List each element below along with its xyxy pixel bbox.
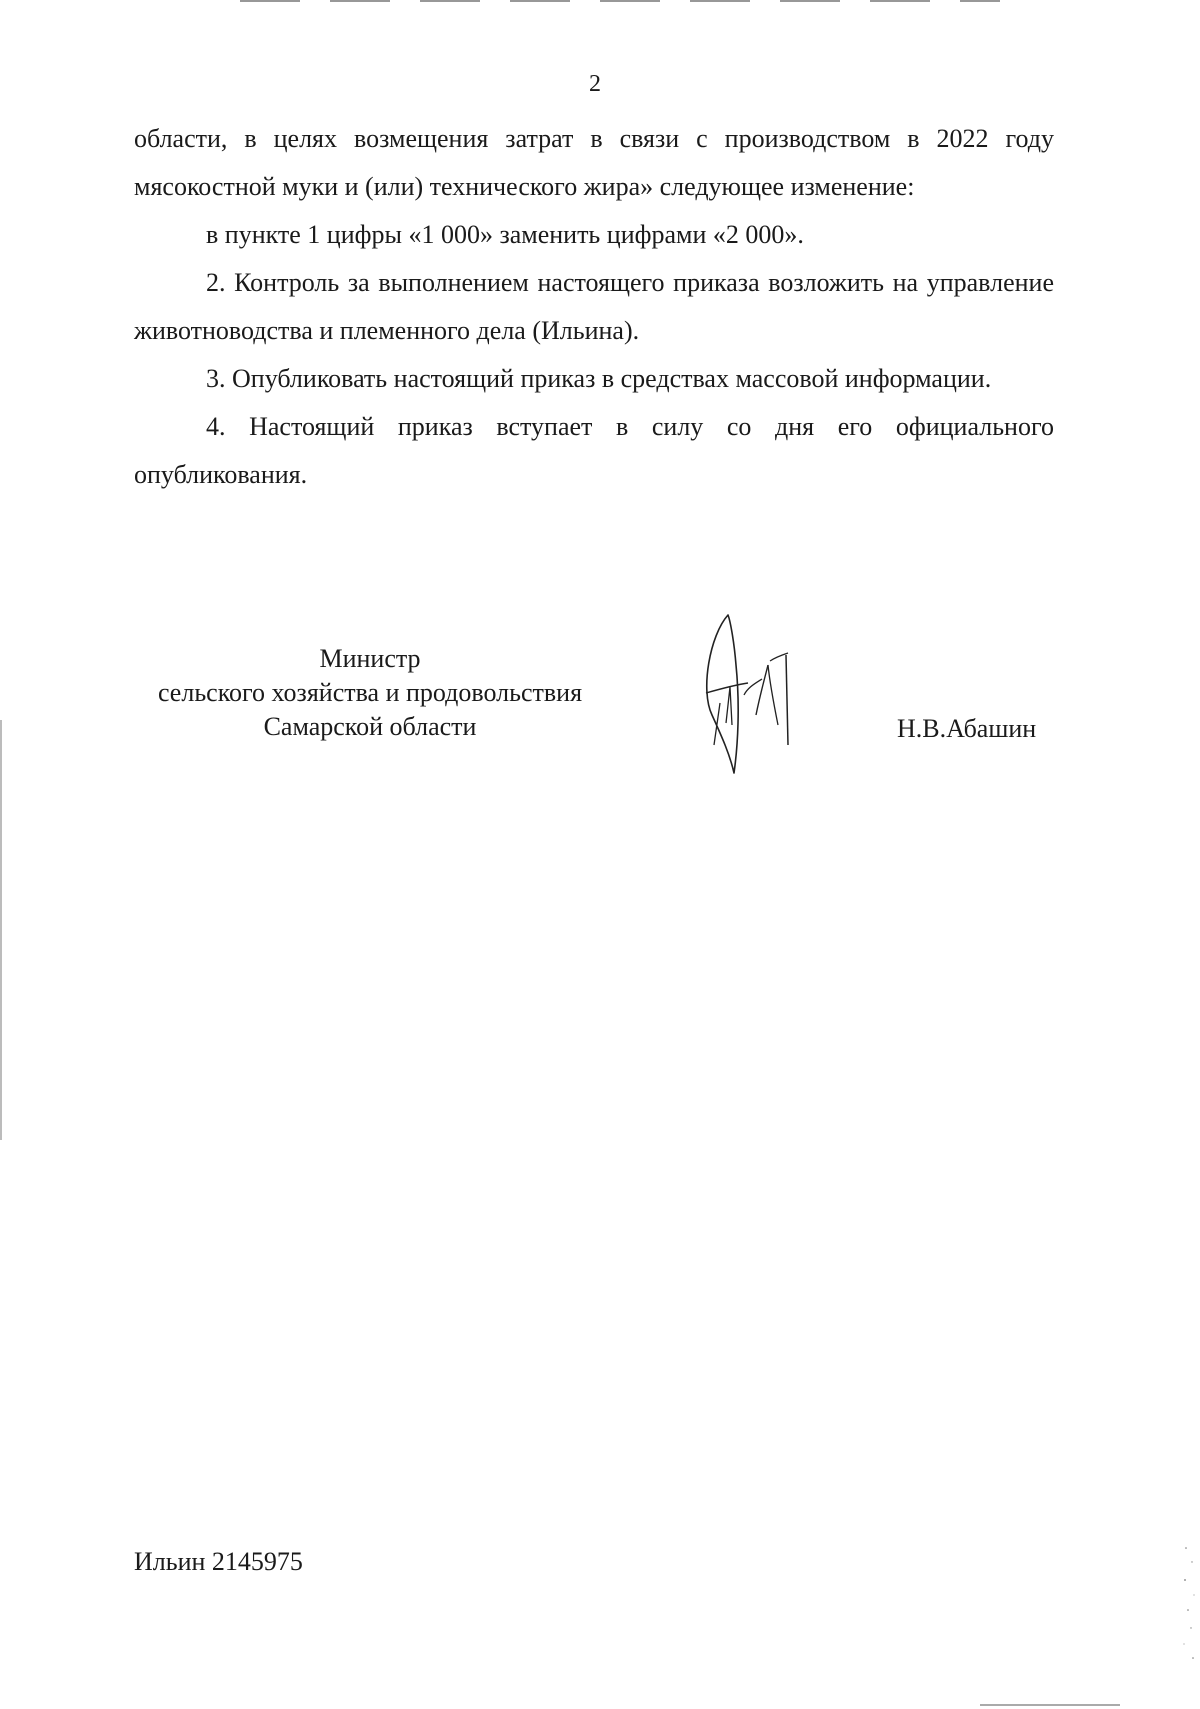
executor-contact: Ильин 2145975 — [134, 1547, 303, 1576]
position-line-2: сельского хозяйства и продовольствия — [157, 678, 583, 707]
paragraph-item-4: 4. Настоящий приказ вступает в силу со дня его официального опубликования. — [134, 412, 1054, 489]
signatory-position — [130, 642, 610, 744]
handwritten-signature — [690, 595, 820, 785]
scan-edge-left — [0, 720, 2, 1140]
page-number: 2 — [589, 71, 601, 97]
signer-name: Н.В.Абашин — [897, 714, 1037, 743]
position-line-1: Министр — [319, 644, 421, 673]
position-line-3: Самарской области — [263, 712, 477, 741]
scan-speckle — [1180, 1540, 1198, 1670]
scan-edge-bottom — [980, 1704, 1120, 1706]
document-body — [134, 115, 1054, 499]
paragraph-continuation: области, в целях возмещения затрат в связи с производством в 2022 году мясокостной муки и (или) технического жира» следующее изменение: — [134, 124, 1054, 201]
scan-edge-top — [240, 0, 1000, 2]
paragraph-amendment: в пункте 1 цифры «1 000» заменить цифрами «2 000». — [206, 220, 804, 249]
paragraph-item-3: 3. Опубликовать настоящий приказ в средствах массовой информации. — [206, 364, 992, 393]
paragraph-item-2: 2. Контроль за выполнением настоящего приказа возложить на управление животноводства и племенного дела (Ильина). — [134, 268, 1054, 345]
